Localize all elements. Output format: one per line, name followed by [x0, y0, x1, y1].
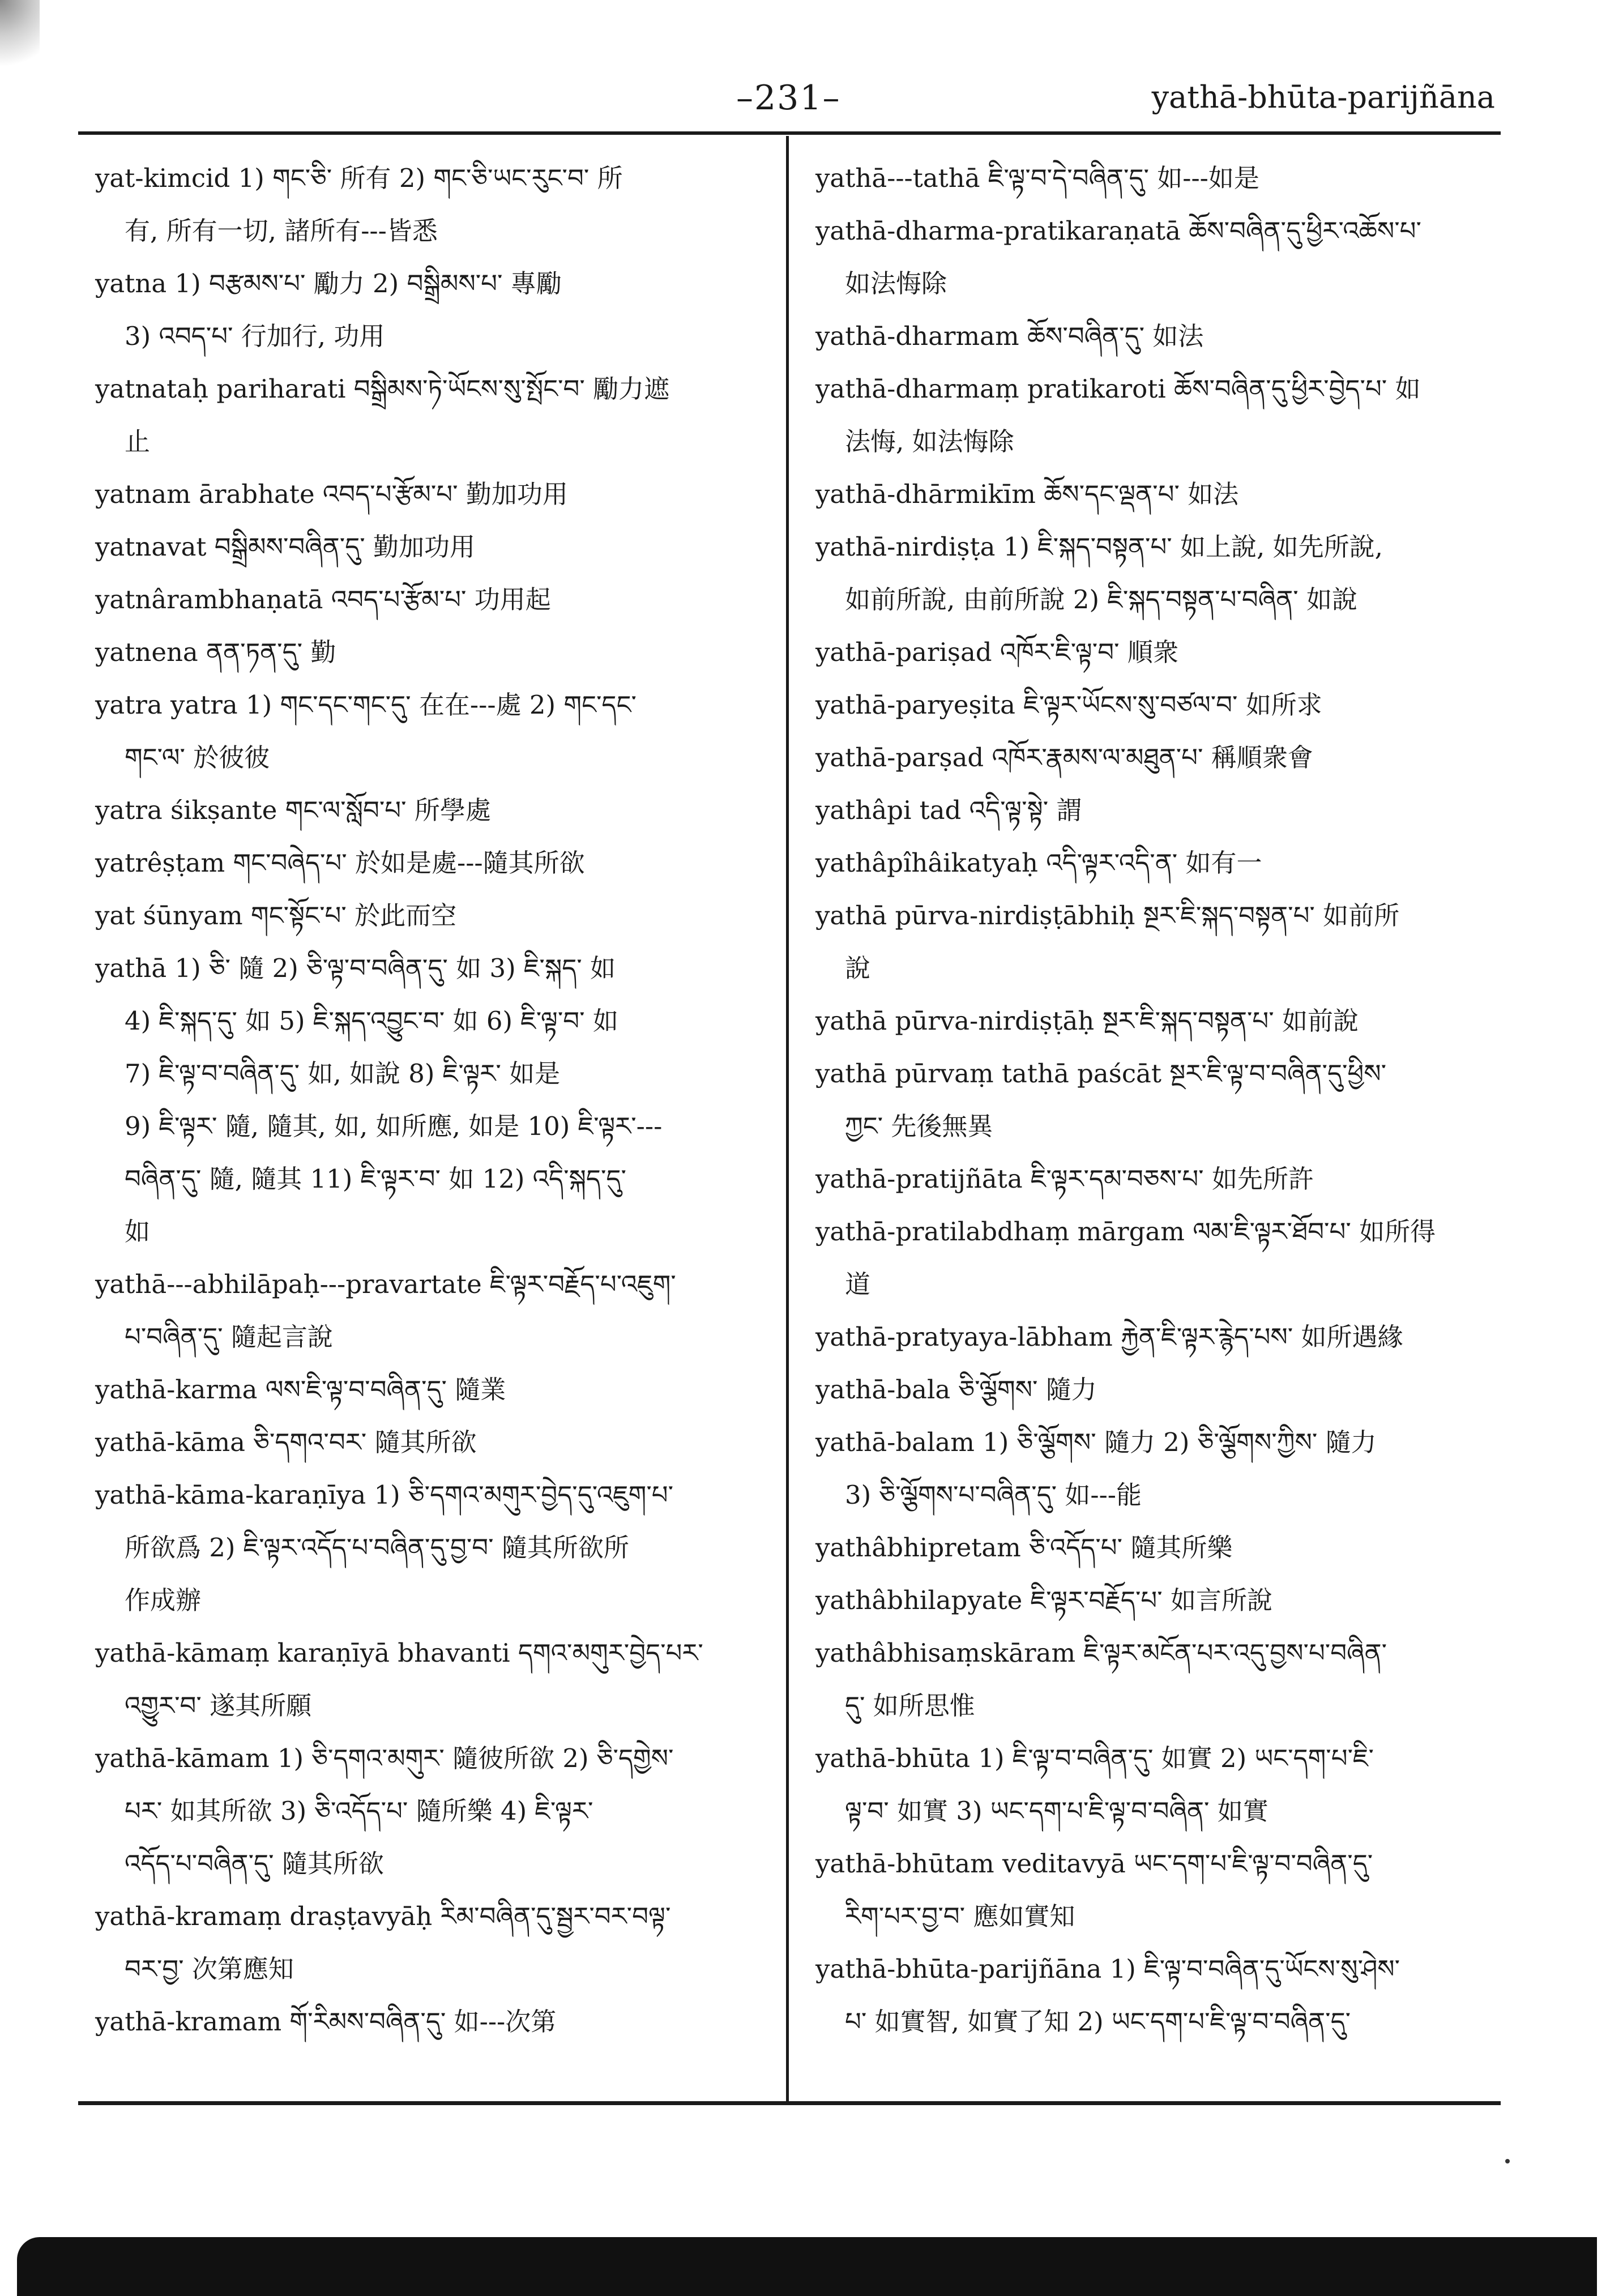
entry-headline: yatnam ārabhate འབད་པ་རྩོམ་པ་ 勤加功用 [95, 479, 568, 509]
entry-headline: yatna 1) བརྩམས་པ་ 勵力 2) བསྒྲིམས་པ་ 專勵 [95, 268, 562, 298]
top-rule [78, 131, 1501, 135]
dictionary-entry [95, 1363, 758, 1416]
entry-headline: yathā-bhūta-parijñāna 1) ཇི་ལྟ་བ་བཞིན་དུ་ཡོངས་སུ་ཤེས་ [815, 1954, 1400, 1984]
entry-continuation: རིག་པར་བྱ་བ་ 應如實知 [845, 1901, 1075, 1931]
dictionary-entry [815, 1047, 1506, 1153]
entry-continuation: བར་བྱ་ 次第應知 [125, 1954, 294, 1984]
entry-continuation: བཞིན་དུ་ 隨, 隨其 11) ཇི་ལྟར་བ་ 如 12) འདི་སྐད་དུ་ [125, 1164, 626, 1194]
entry-continuation: 如前所說, 由前所說 2) ཇི་སྐད་བསྟན་པ་བཞིན་ 如說 [845, 584, 1358, 614]
entry-headline: yat-kimcid 1) གང་ཅི་ 所有 2) གང་ཅི་ཡང་རུང་བ་ 所 [95, 163, 623, 193]
dictionary-entry [95, 678, 758, 784]
entry-continuation: 說 [845, 953, 871, 983]
dictionary-entry [95, 1995, 758, 2048]
entry-headline: yathā-pratilabdhaṃ mārgam ལམ་ཇི་ལྟར་ཐོབ་པ་ 如所得 [815, 1217, 1436, 1247]
entry-continuation: ལྟ་བ་ 如實 3) ཡང་དག་པ་ཇི་ལྟ་བ་བཞིན་ 如實 [845, 1796, 1268, 1826]
right-column [815, 152, 1506, 2048]
entry-continuation: 有, 所有一切, 諸所有---皆悉 [125, 216, 438, 246]
dictionary-entry [815, 1837, 1506, 1943]
entry-continuation: 7) ཇི་ལྟ་བ་བཞིན་དུ་ 如, 如說 8) ཇི་ལྟར་ 如是 [125, 1059, 561, 1089]
entry-headline: yathâpi tad འདི་ལྟ་སྟེ་ 謂 [815, 795, 1082, 825]
entry-continuation: པ་ 如實智, 如實了知 2) ཡང་དག་པ་ཇི་ལྟ་བ་བཞིན་དུ་ [845, 2007, 1351, 2037]
entry-headline: yatnavat བསྒྲིམས་བཞིན་དུ་ 勤加功用 [95, 532, 476, 562]
dictionary-entry [815, 310, 1506, 362]
entry-headline: yathā-bhūta 1) ཇི་ལྟ་བ་བཞིན་དུ་ 如實 2) ཡང་དག་པ་ཇི་ [815, 1743, 1374, 1773]
entry-headline: yathā-kāmam 1) ཅི་དགའ་མགུར་ 隨彼所欲 2) ཅི་དགྱེས་ [95, 1743, 674, 1773]
dictionary-entry [95, 152, 758, 257]
dictionary-entry [95, 520, 758, 573]
entry-continuation: 如法悔除 [845, 268, 947, 298]
entry-headline: yathā-pratijñāta ཇི་ལྟར་དམ་བཅས་པ་ 如先所許 [815, 1164, 1314, 1194]
dictionary-entry [815, 1311, 1506, 1363]
entry-headline: yathā-parṣad འཁོར་རྣམས་ལ་མཐུན་པ་ 稱順衆會 [815, 742, 1313, 773]
entry-headline: yathā-kāma ཅི་དགའ་བར་ 隨其所欲 [95, 1427, 477, 1457]
dictionary-entry [95, 1890, 758, 1995]
entry-continuation: འགྱུར་བ་ 遂其所願 [125, 1691, 312, 1721]
entry-continuation: དུ་ 如所思惟 [845, 1691, 975, 1721]
dictionary-entry [815, 626, 1506, 678]
page-header [85, 74, 1495, 125]
entry-headline: yathā-dhārmikīm ཆོས་དང་ལྡན་པ་ 如法 [815, 479, 1239, 509]
dictionary-entry [815, 362, 1506, 468]
dictionary-entry [815, 731, 1506, 784]
dictionary-entry [95, 257, 758, 362]
dictionary-entry [815, 889, 1506, 995]
entry-headline: yathâpîhâikatyaḥ འདི་ལྟར་འདི་ན་ 如有一 [815, 848, 1262, 878]
dictionary-entry [815, 152, 1506, 204]
dictionary-entry [815, 1574, 1506, 1627]
dictionary-entry [815, 1521, 1506, 1574]
dictionary-entry [95, 784, 758, 837]
dictionary-entry [815, 1627, 1506, 1732]
entry-continuation: 道 [845, 1269, 871, 1299]
entry-headline: yathâbhisaṃskāram ཇི་ལྟར་མངོན་པར་འདུ་བྱས་པ་བཞིན་ [815, 1638, 1387, 1668]
entry-continuation: པ་བཞིན་དུ་ 隨起言說 [125, 1322, 333, 1352]
scan-artifact [0, 0, 40, 79]
entry-continuation: 9) ཇི་ལྟར་ 隨, 隨其, 如, 如所應, 如是 10) ཇི་ལྟར་--- [125, 1111, 663, 1141]
dictionary-entry [95, 1469, 758, 1627]
dictionary-entry [95, 1627, 758, 1732]
entry-headline: yathā pūrva-nirdiṣṭāḥ སྔར་ཇི་སྐད་བསྟན་པ་ 如前說 [815, 1006, 1359, 1036]
entry-headline: yathā-pariṣad འཁོར་ཇི་ལྟ་བ་ 順衆 [815, 637, 1178, 667]
entry-headline: yathā-kramaṃ draṣṭavyāḥ རིམ་བཞིན་དུ་སྦྱར་བར་བལྟ་ [95, 1901, 671, 1931]
dictionary-entry [95, 837, 758, 889]
entry-headline: yathā-pratyaya-lābham རྐྱེན་ཇི་ལྟར་རྙེད་པས་ 如所遇緣 [815, 1322, 1403, 1352]
dictionary-entry [815, 1416, 1506, 1521]
entry-continuation: 所欲爲 2) ཇི་ལྟར་འདོད་པ་བཞིན་དུ་བྱ་བ་ 隨其所欲所 [125, 1533, 629, 1563]
dictionary-entry [95, 468, 758, 520]
entry-continuation: 3) ཅི་ལྕོགས་པ་བཞིན་དུ་ 如---能 [845, 1480, 1142, 1510]
entry-headline: yathā 1) ཅི་ 隨 2) ཅི་ལྟ་བ་བཞིན་དུ་ 如 3) ཇི་སྐད་ 如 [95, 953, 616, 983]
entry-headline: yathâbhilapyate ཇི་ལྟར་བརྗོད་པ་ 如言所說 [815, 1585, 1273, 1615]
entry-headline: yathā-dharmaṃ pratikaroti ཆོས་བཞིན་དུ་ཕྱིར་བྱེད་པ་ 如 [815, 374, 1421, 404]
entry-headline: yathā-balam 1) ཅི་ལྕོགས་ 隨力 2) ཅི་ལྕོགས་ཀྱིས་ 隨力 [815, 1427, 1377, 1457]
entry-headline: yathā-dharmam ཆོས་བཞིན་དུ་ 如法 [815, 321, 1204, 351]
entry-continuation: པར་ 如其所欲 3) ཅི་འདོད་པ་ 隨所樂 4) ཇི་ལྟར་ [125, 1796, 593, 1826]
entry-headline: yatra yatra 1) གང་དང་གང་དུ་ 在在---處 2) གང་དང་ [95, 690, 637, 720]
entry-headline: yathā-bala ཅི་ལྕོགས་ 隨力 [815, 1375, 1097, 1405]
entry-headline: yathā-bhūtam veditavyā ཡང་དག་པ་ཇི་ལྟ་བ་བཞིན་དུ་ [815, 1849, 1373, 1879]
entry-headline: yatrêṣṭam གང་བཞེད་པ་ 於如是處---隨其所欲 [95, 848, 585, 878]
entry-headline: yathā-nirdiṣṭa 1) ཇི་སྐད་བསྟན་པ་ 如上說, 如先所說, [815, 532, 1383, 562]
entry-headline: yathā-kāmaṃ karaṇīyā bhavanti དགའ་མགུར་བྱེད་པར་ [95, 1638, 703, 1668]
dictionary-entry [815, 1363, 1506, 1416]
entry-continuation: 止 [125, 426, 151, 456]
dictionary-entry [815, 784, 1506, 837]
dictionary-entry [95, 1732, 758, 1890]
page-number: –231– [736, 78, 841, 118]
entry-headline: yathā-kāma-karaṇīya 1) ཅི་དགའ་མགུར་བྱེད་དུ་འཇུག་པ་ [95, 1480, 674, 1510]
entry-headline: yathā-karma ལས་ཇི་ལྟ་བ་བཞིན་དུ་ 隨業 [95, 1375, 506, 1405]
entry-headline: yathā-dharma-pratikaraṇatā ཆོས་བཞིན་དུ་ཕྱིར་འཆོས་པ་ [815, 216, 1421, 246]
entry-continuation: 如 [125, 1217, 151, 1247]
entry-continuation: གང་ལ་ 於彼彼 [125, 742, 270, 773]
entry-headline: yatra śikṣante གང་ལ་སློབ་པ་ 所學處 [95, 795, 491, 825]
dictionary-entry [815, 1153, 1506, 1205]
entry-headline: yathā-paryeṣita ཇི་ལྟར་ཡོངས་སུ་བཙལ་བ་ 如所求 [815, 690, 1322, 720]
dictionary-entry [95, 1258, 758, 1363]
entry-headline: yathā-kramam གོ་རིམས་བཞིན་དུ་ 如---次第 [95, 2007, 557, 2037]
entry-headline: yathâbhipretam ཅི་འདོད་པ་ 隨其所樂 [815, 1533, 1233, 1563]
running-head: yathā-bhūta-parijñāna [1151, 79, 1495, 115]
dictionary-entry [815, 520, 1506, 626]
entry-continuation: 3) འབད་པ་ 行加行, 功用 [125, 321, 385, 351]
dictionary-entry [815, 204, 1506, 310]
entry-continuation: 法悔, 如法悔除 [845, 426, 1014, 456]
entry-headline: yatnena ནན་ཏན་དུ་ 勤 [95, 637, 336, 667]
entry-continuation: འདོད་པ་བཞིན་དུ་ 隨其所欲 [125, 1849, 384, 1879]
scan-edge-band [17, 2237, 1597, 2296]
entry-headline: yathā---abhilāpaḥ---pravartate ཇི་ལྟར་བརྗོད་པ་འཇུག་ [95, 1269, 676, 1299]
bottom-rule [78, 2101, 1501, 2105]
entry-headline: yathā pūrva-nirdiṣṭābhiḥ སྔར་ཇི་སྐད་བསྟན་པ་ 如前所 [815, 901, 1400, 931]
dictionary-entry [815, 837, 1506, 889]
entry-headline: yathā---tathā ཇི་ལྟ་བ་དེ་བཞིན་དུ་ 如---如是 [815, 163, 1259, 193]
entry-continuation: ཀྱང་ 先後無異 [845, 1111, 993, 1141]
dictionary-entry [815, 1943, 1506, 2048]
left-column [95, 152, 758, 2048]
dictionary-entry [815, 678, 1506, 731]
entry-headline: yathā pūrvaṃ tathā paścāt སྔར་ཇི་ལྟ་བ་བཞིན་དུ་ཕྱིས་ [815, 1059, 1387, 1089]
scan-speck [1505, 2159, 1510, 2163]
dictionary-entry [95, 1416, 758, 1469]
dictionary-entry [815, 1732, 1506, 1837]
dictionary-entry [95, 942, 758, 1258]
dictionary-entry [95, 889, 758, 942]
column-divider [786, 136, 789, 2101]
dictionary-entry [95, 362, 758, 468]
entry-continuation: 作成辦 [125, 1585, 202, 1615]
entry-headline: yatnârambhaṇatā འབད་པ་རྩོམ་པ་ 功用起 [95, 584, 551, 614]
dictionary-entry [815, 995, 1506, 1047]
entry-continuation: 4) ཇི་སྐད་དུ་ 如 5) ཇི་སྐད་འབྱུང་བ་ 如 6) ཇི་ལྟ་བ་ 如 [125, 1006, 618, 1036]
entry-headline: yat śūnyam གང་སྟོང་པ་ 於此而空 [95, 901, 457, 931]
entry-headline: yatnataḥ pariharati བསྒྲིམས་ཏེ་ཡོངས་སུ་སྤོང་བ་ 勵力遮 [95, 374, 670, 404]
dictionary-entry [95, 573, 758, 626]
dictionary-entry [815, 468, 1506, 520]
dictionary-entry [95, 626, 758, 678]
dictionary-entry [815, 1205, 1506, 1311]
